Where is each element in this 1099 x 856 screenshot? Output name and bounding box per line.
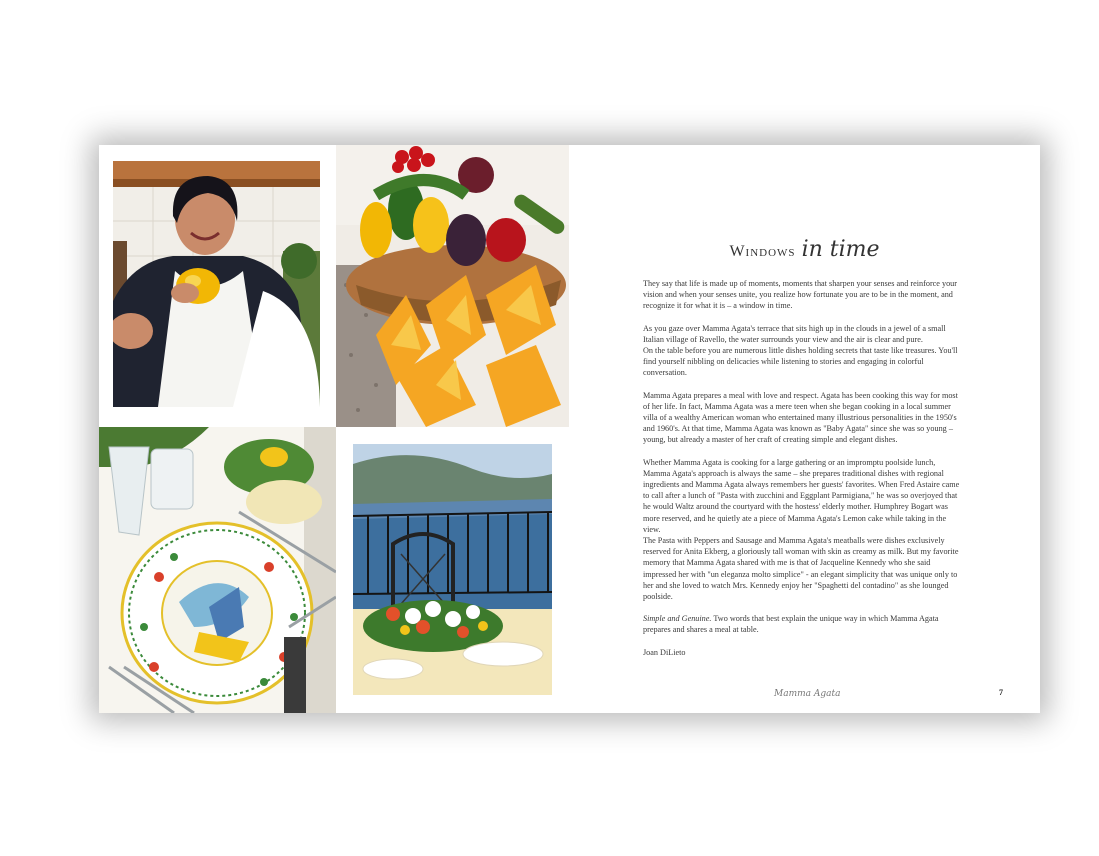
page-number: 7 bbox=[999, 688, 1003, 697]
author: Joan DiLieto bbox=[643, 647, 686, 657]
left-page-photo-collage bbox=[99, 145, 569, 713]
mamma-agata-photo bbox=[113, 161, 320, 407]
paragraph: On the table before you are numerous little dishes holding secrets that taste like treasures. You'll find yourself nibbling on delicacies while listening to stories and engaging in colorful conversation. bbox=[643, 346, 958, 378]
paragraph: Mamma Agata prepares a meal with love and respect. Agata has been cooking this way for most of her life. In fact, Mamma Agata was a mere teen when she began cooking in a local summer villa of a wealthy American woman who entertained many illustrious personalities in the 1950's and 1960's. At that time, Mamma Agata was known as "Baby Agata" since she was so young – young, but already a master of her craft of creating simple and elegant dishes. bbox=[643, 390, 958, 445]
paragraph: As you gaze over Mamma Agata's terrace that sits high up in the clouds in a jewel of a small Italian village of Ravello, the water surrounds your view and the air is clear and pure. bbox=[643, 323, 946, 344]
closing-paragraph bbox=[643, 613, 961, 635]
closing-text: Two words that best explain the unique way in which Mamma Agata prepares and shares a meal at table. bbox=[643, 614, 939, 635]
right-page-text bbox=[569, 145, 1040, 713]
closing-emphasis: Simple and Genuine. bbox=[643, 614, 712, 624]
title-word-in-time: in time bbox=[801, 237, 880, 262]
signature-mamma-agata: Mamma Agata bbox=[774, 689, 841, 699]
paragraph: The Pasta with Peppers and Sausage and Mamma Agata's meatballs were dishes exclusively reserved for Anita Ekberg, a gloriously tall woman with skin as creamy as milk. But my favorite memory that Mamma Agata shared with me is that of Jacqueline Kennedy who she said impressed her with "un eleganza molto simplice" - an elegant simplicity that was unique only to her and she loved to watch Mrs. Kennedy enjoy her "Spaghetti del contadino" as she lounged poolside. bbox=[643, 536, 959, 602]
plate-photo bbox=[99, 427, 336, 713]
title-word-windows: Windows bbox=[729, 243, 796, 260]
book-spread bbox=[99, 145, 1040, 713]
vegetables-photo bbox=[336, 145, 569, 427]
paragraph: Whether Mamma Agata is cooking for a large gathering or an impromptu poolside lunch, Mamma Agata's approach is always the same – she prepares traditional dishes with regional ingredients and Mamma Agata always remembers her guests' favorites. When Fred Astaire came to call after a lunch of "Pasta with zucchini and Eggplant Parmigiana," he was so overjoyed that he would Waltz around the courtyard with the hostess' elderly mother. Humphrey Bogart was more reserved, and he quietly ate a piece of Mamma Agata's Lemon cake while taking in the view. bbox=[643, 457, 960, 534]
paragraph: They say that life is made up of moments, moments that sharpen your senses and reinforce your vision and when your senses unite, you realize how fortunate you are to be in the moment, and recognize it for what it is – a window in time. bbox=[643, 279, 957, 311]
article-body bbox=[643, 278, 961, 669]
page-title bbox=[569, 237, 1040, 262]
terrace-view-photo bbox=[353, 444, 552, 695]
